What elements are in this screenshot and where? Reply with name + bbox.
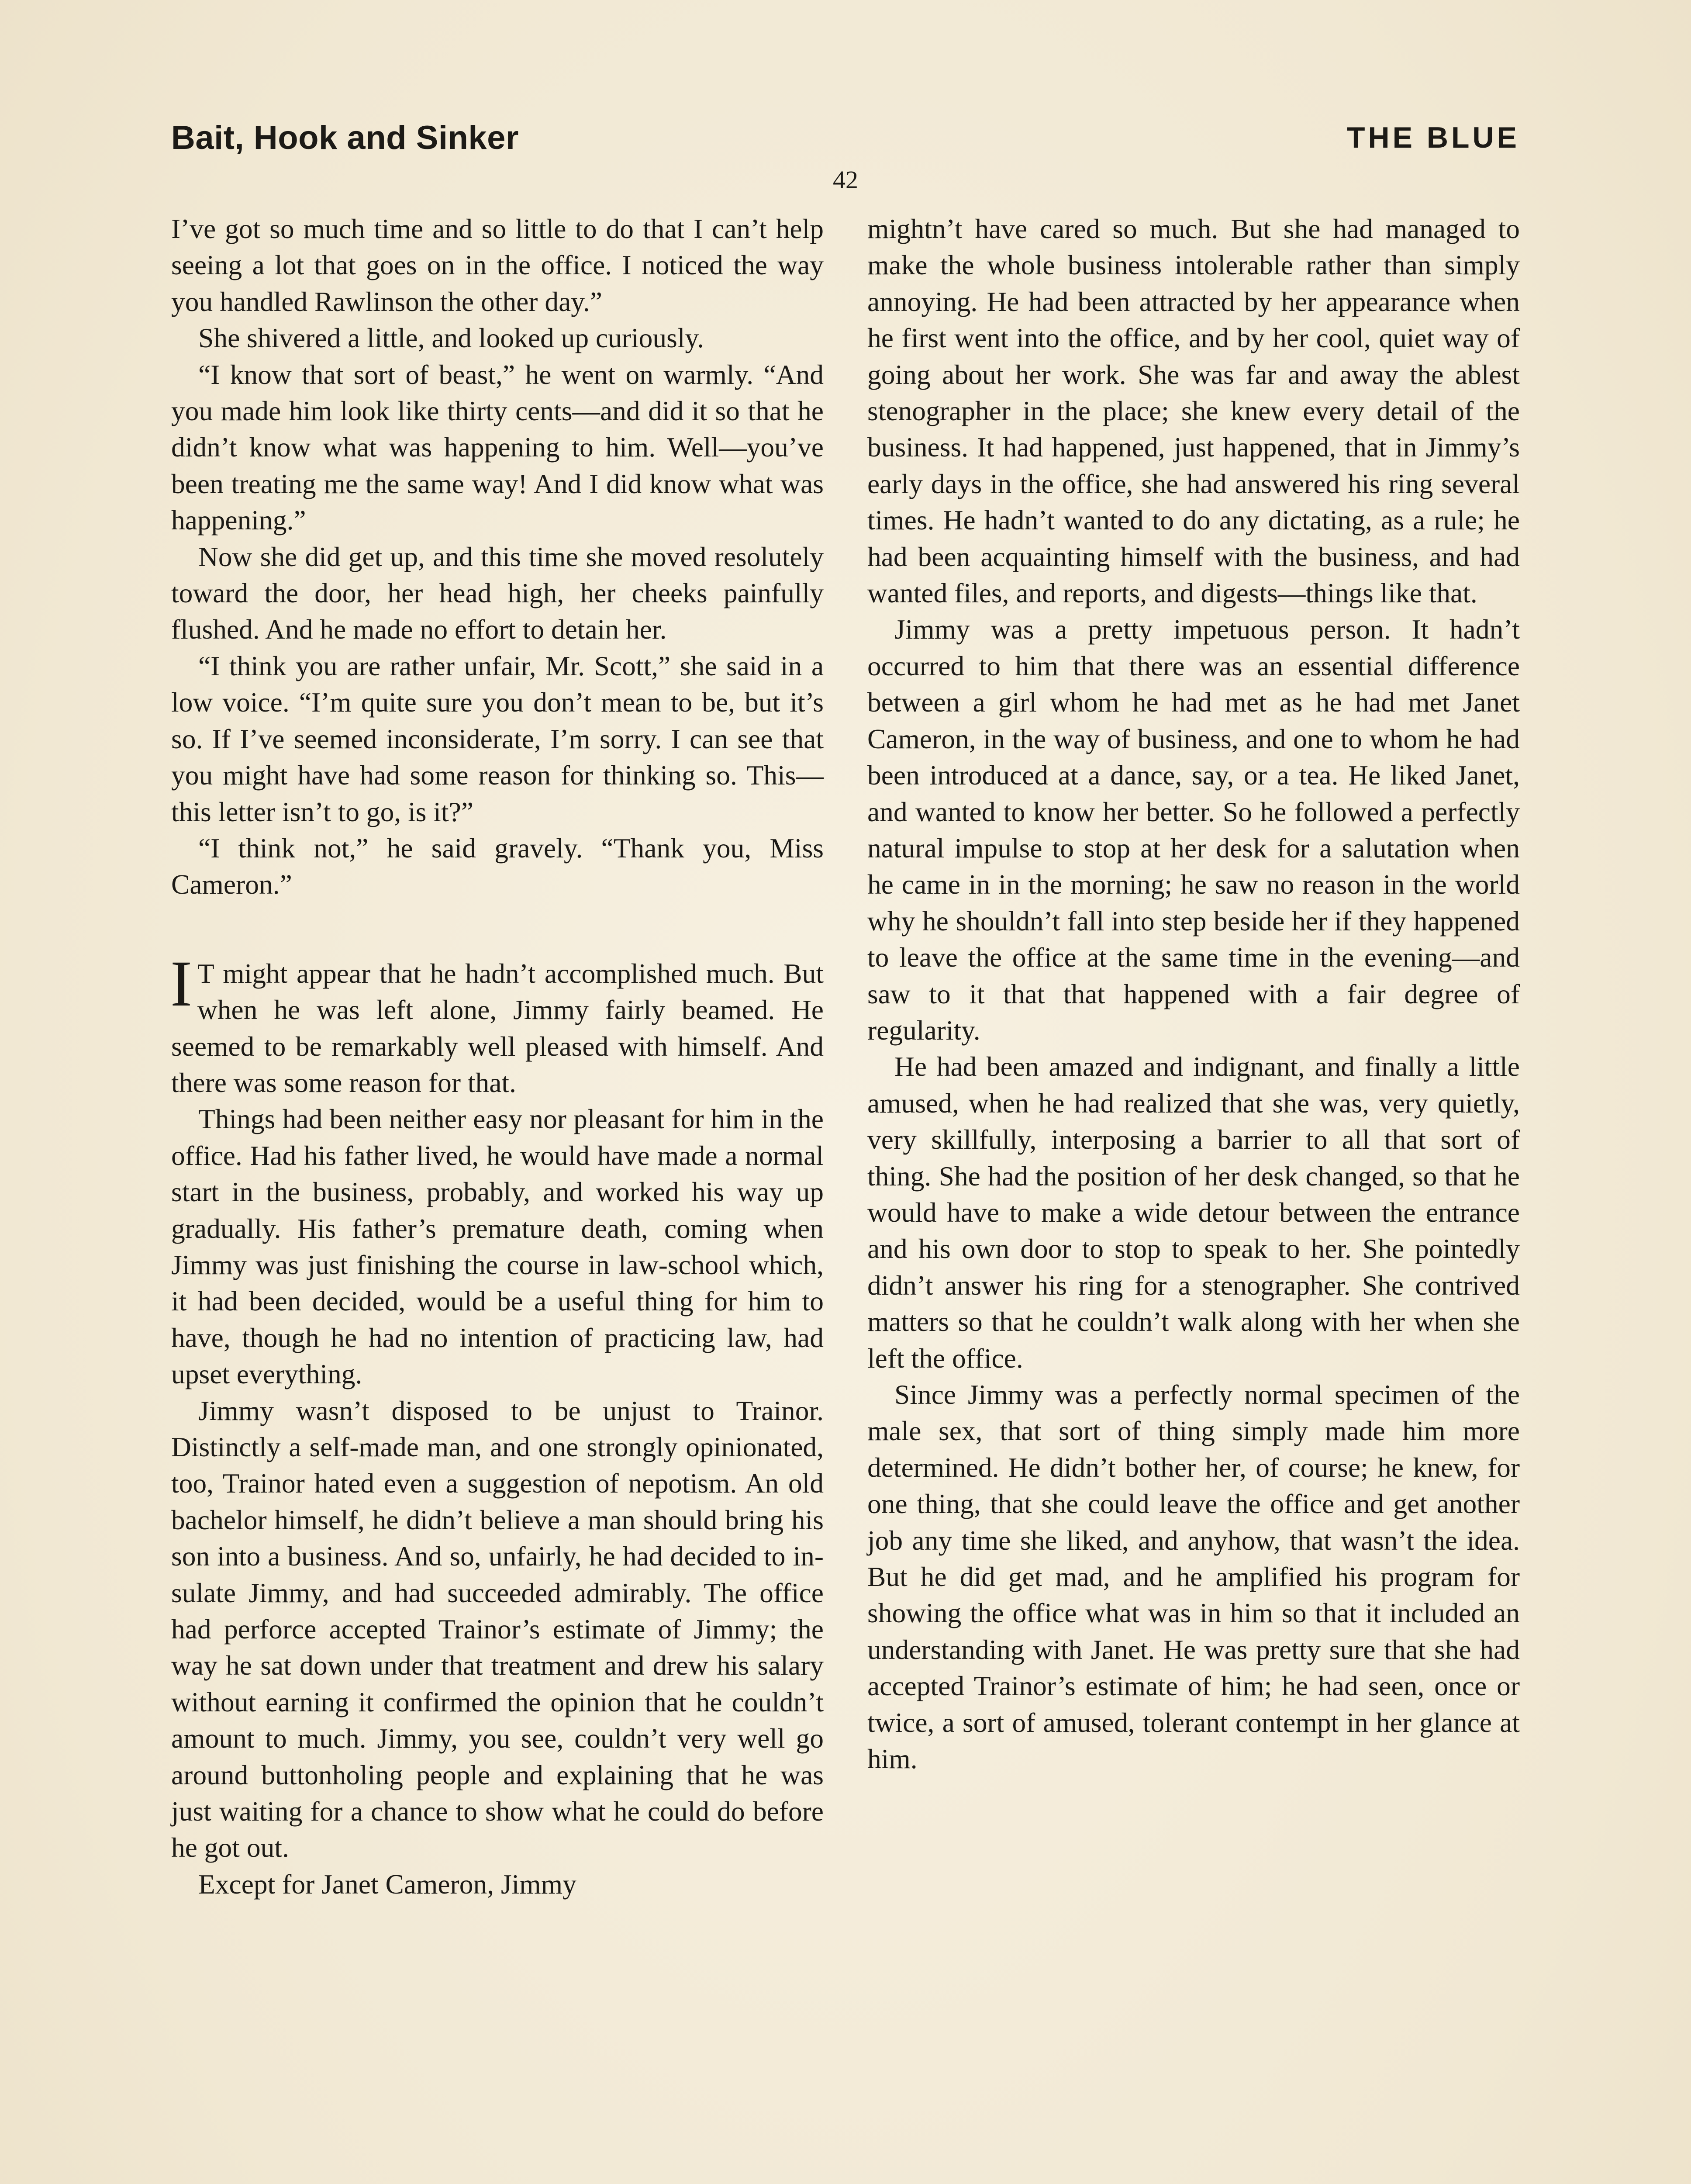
section-opening-text: T might appear that he hadn’t accomplished much. But when he was left alone, Jimmy fairly beamed. He seemed to be remarkably well pleased with himself. And there was some reason for that. — [171, 957, 824, 1098]
paragraph: Things had been neither easy nor pleasant for him in the office. Had his father lived, he would have made a normal start in the business, probably, and worked his way up gradually. His father’s premature death, coming when Jimmy was just finishing the course in law-school which, it had been decided, would be a useful thing for him to have, though he had no intention of practicing law, had upset everything. — [171, 1103, 824, 1390]
paragraph: He had been amazed and indignant, and finally a little amused, when he had realized that she was, very quietly, very skillfully, interposing a barrier to all that sort of thing. She had the position of her desk changed, so that he would have to make a wide detour between the entrance and his own door to stop to speak to her. She pointedly didn’t answer his ring for a stenographer. She contrived matters so that he couldn’t walk along with her when she left the office. — [867, 1051, 1520, 1374]
paragraph: “I think not,” he said gravely. “Thank you, Miss Cameron.” — [171, 832, 824, 900]
paragraph: mightn’t have cared so much. But she had managed to make the whole business intolerable rather than simply annoying. He had been attracted by her appearance when he first went into the office, and by her cool, quiet way of going about her work. She was far and away the ablest stenographer in the place; she knew every detail of the business. It had happened, just happened, that in Jimmy’s early days in the office, she had answered his ring several times. He hadn’t wanted to do any dictating, as a rule; he had been acquainting himself with the business, and had wanted files, and reports, and digests—things like that. — [867, 213, 1520, 609]
running-head — [171, 119, 1520, 167]
paragraph: She shivered a little, and looked up curiously. — [198, 322, 704, 354]
page-number: 42 — [833, 166, 858, 194]
drop-cap: I — [170, 947, 192, 1020]
left-column — [171, 211, 824, 1902]
paragraph: I’ve got so much time and so little to do that I can’t help seeing a lot that goes on in the office. I noticed the way you handled Rawlinson the other day.” — [171, 213, 824, 317]
paragraph: Jimmy wasn’t disposed to be unjust to Trainor. Distinctly a self-made man, and one strongly opinionated, too, Trainor hated even a suggestion of nepotism. An old bachelor himself, he didn’t believe a man should bring his son into a business. And so, unfairly, he had decided to insulate Jimmy, and had succeeded admirably. The office had perforce accepted Trainor’s estimate of Jimmy; the way he sat down under that treatment and drew his salary without earning it confirmed the opinion that he couldn’t amount to much. Jimmy, you see, couldn’t very well go around buttonholing people and explaining that he was just waiting for a chance to show what he could do before he got out. — [171, 1395, 824, 1863]
paragraph: “I know that sort of beast,” he went on warmly. “And you made him look like thirty cents—and did it so that he didn’t know what was happening to him. Well—you’ve been treating me the same way! And I did know what was happening.” — [171, 359, 824, 536]
paragraph: Jimmy was a pretty impetuous person. It hadn’t occurred to him that there was an essential difference between a girl whom he had met as he had met Janet Cameron, in the way of business, and one to whom he had been introduced at a dance, say, or a tea. He liked Janet, and wanted to know her better. So he followed a perfectly natural impulse to stop at her desk for a salutation when he came in in the morning; he saw no reason in the world why he shouldn’t fall into step beside her if they happened to leave the office at the same time in the evening—and saw to it that that happened with a fair degree of regularity. — [867, 614, 1520, 1046]
magazine-name: THE BLUE — [1347, 121, 1520, 154]
paragraph: Except for Janet Cameron, Jimmy — [198, 1868, 576, 1900]
paragraph: “I think you are rather unfair, Mr. Scott,” she said in a low voice. “I’m quite sure you don’t mean to be, but it’s so. If I’ve seemed inconsiderate, I’m sorry. I can see that you might have had some reason for thinking so. This—this letter isn’t to go, is it?” — [171, 650, 824, 827]
paragraph: Since Jimmy was a perfectly normal specimen of the male sex, that sort of thing simply made him more determined. He didn’t bother her, of course; he knew, for one thing, that she could leave the office and get another job any time she liked, and anyhow, that wasn’t the idea. But he did get mad, and he amplified his program for showing the office what was in him so that it included an understanding with Janet. He was pretty sure that she had accepted Trainor’s estimate of him; he had seen, once or twice, a sort of amused, tolerant contempt in her glance at him. — [867, 1379, 1520, 1775]
story-title: Bait, Hook and Sinker — [171, 119, 519, 156]
right-column — [867, 211, 1520, 1777]
paragraph: Now she did get up, and this time she moved resolutely toward the door, her head high, her cheeks painfully flushed. And he made no effort to detain her. — [171, 541, 824, 645]
section-break — [171, 903, 824, 955]
section-opening-paragraph — [170, 947, 824, 1101]
